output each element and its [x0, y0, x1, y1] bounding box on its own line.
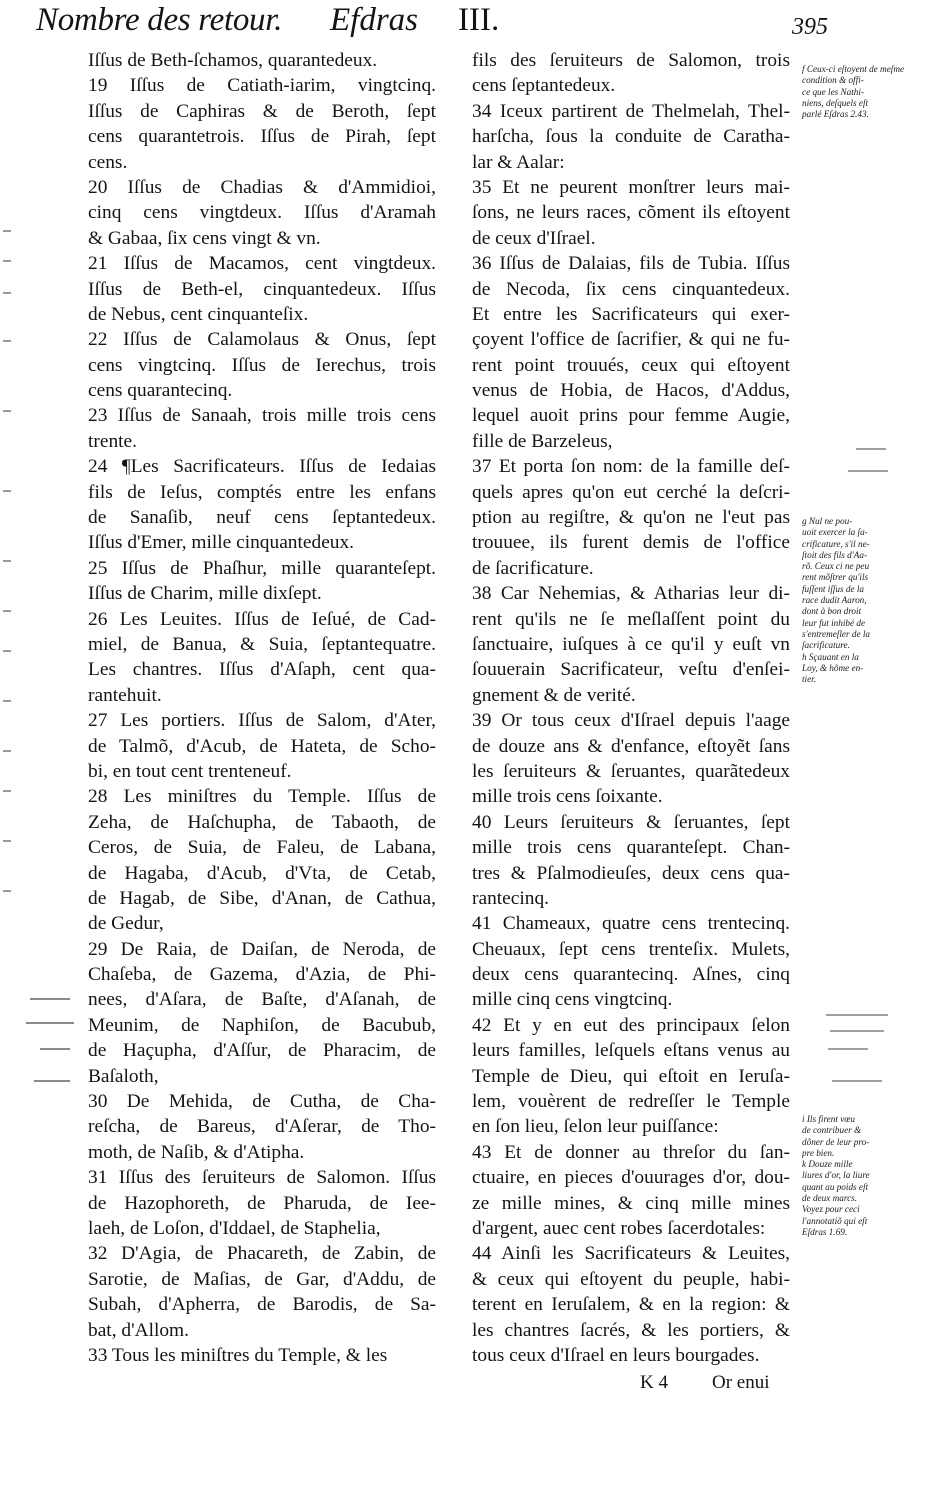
text-line: gnement & de verité.	[472, 684, 636, 706]
text-line: 35 Et ne peurent monſtrer leurs mai-	[472, 176, 790, 198]
margin-note-f	[802, 64, 920, 120]
text-line: 23 Iſſus de Sanaah, trois mille trois cens	[88, 405, 436, 427]
text-line: lequel auoit prins pour femme Augie,	[472, 405, 790, 427]
text-line: de ceux d'Iſrael.	[472, 227, 596, 249]
margin-note-line: Loy, & hõme en-	[802, 662, 864, 673]
text-line: 24 ¶Les Sacrificateurs. Iſſus de Iedaias	[88, 456, 436, 478]
text-line: de Gedur,	[88, 913, 164, 935]
text-line: de douze ans & d'enfance, eſtoyẽt ſans	[472, 735, 790, 757]
text-line: d'argent, auec cent robes ſacerdotales:	[472, 1217, 766, 1239]
margin-note-line: liures d'or, la liure	[802, 1170, 870, 1181]
text-line: 21 Iſſus de Macamos, cent vingtdeux.	[88, 253, 436, 275]
text-line: Meunim, de Naphiſon, de Bacubub,	[88, 1014, 436, 1036]
text-line: 38 Car Nehemias, & Atharias leur di-	[472, 583, 790, 605]
text-line: 40 Leurs ſeruiteurs & ſeruantes, ſept	[472, 811, 790, 833]
text-line: Iſſus de Beth-el, cinquantedeux. Iſſus	[88, 278, 436, 300]
text-line: rent qu'ils ne ſe meſlaſſent point du	[472, 608, 790, 630]
text-line: cens quarantecinq.	[88, 380, 233, 402]
margin-note-line: tier.	[802, 674, 817, 685]
margin-note-line: uoit exercer la ſa-	[802, 527, 868, 538]
text-line: venus de Hobia, de Hacos, d'Addus,	[472, 380, 790, 402]
text-line: trente.	[88, 430, 137, 452]
text-line: lar & Aalar:	[472, 151, 565, 173]
text-line: Temple de Dieu, qui eſtoit en Ieruſa-	[472, 1065, 790, 1087]
text-line: cinq cens vingtdeux. Iſſus d'Aramah	[88, 202, 436, 224]
page-number: 395	[792, 14, 828, 40]
text-line: les chantres ſacrés, & les portiers, &	[472, 1319, 790, 1341]
catchword: Or enui	[712, 1372, 770, 1393]
margin-note-line: niens, deſquels eſt	[802, 97, 869, 108]
margin-note-line: h Sçauant en la	[802, 651, 859, 662]
text-line: 20 Iſſus de Chadias & d'Ammidioi,	[88, 176, 436, 198]
margin-note-line: dont à bon droit	[802, 606, 862, 617]
margin-note-line: g Nul ne pou-	[802, 516, 853, 526]
text-line: 34 Iceux partirent de Thelmelah, Thel-	[472, 100, 790, 122]
right-margin-specks	[820, 440, 900, 500]
text-line: 32 D'Agia, de Phacareth, de Zabin, de	[88, 1243, 436, 1265]
text-line: ctuaire, en pieces d'ouurages d'or, dou-	[472, 1167, 790, 1189]
text-line: Sarotie, de Maſias, de Gar, d'Addu, de	[88, 1268, 436, 1290]
text-line: de Hagab, de Sibe, d'Anan, de Cathua,	[88, 887, 436, 909]
margin-note-line: fuſſent iſſus de la	[802, 583, 865, 594]
text-line: de Sanaſib, neuf cens ſeptantedeux.	[88, 507, 436, 529]
text-line: 44 Ainſi les Sacrificateurs & Leuites,	[472, 1243, 790, 1265]
text-line: les ſeruiteurs & ſeruantes, quarãtedeux	[472, 760, 790, 782]
text-line: Iſſus de Charim, mille dixſept.	[88, 583, 322, 605]
text-line: tres & Pſalmodieuſes, deux cens qua-	[472, 862, 790, 884]
text-line: ze mille mines, & cinq mille mines	[472, 1192, 790, 1214]
running-title: Nombre des retour.	[36, 2, 283, 38]
text-line: ſons, ne leurs races, cõment ils eſtoyent	[472, 202, 790, 224]
text-line: ption au regiſtre, & qu'on ne l'eut pas	[472, 507, 790, 529]
text-line: harſcha, ſous la conduite de Caratha-	[472, 126, 790, 148]
text-line: Iſſus d'Emer, mille cinquantedeux.	[88, 532, 355, 554]
text-line: 33 Tous les miniſtres du Temple, & les	[88, 1344, 388, 1366]
text-line: 37 Et porta ſon nom: de la famille deſ-	[472, 456, 790, 478]
margin-note-line: de deux marcs.	[802, 1193, 858, 1204]
margin-note-line: Voyez pour ceci	[802, 1204, 860, 1215]
book-title: Efdras	[330, 2, 419, 38]
text-line: cens.	[88, 151, 128, 173]
text-line: Chaſeba, de Gazema, d'Azia, de Phi-	[88, 964, 436, 986]
text-line: Iſſus de Beth-ſchamos, quarantedeux.	[88, 50, 378, 71]
text-line: ſouuerain Sacrificateur, veſtu d'enſei-	[472, 659, 790, 681]
text-line: cens quarantetrois. Iſſus de Pirah, ſept	[88, 126, 436, 148]
left-text-column	[88, 48, 436, 1368]
margin-note-line: dõner de leur pro-	[802, 1136, 870, 1147]
text-line: 43 Et de donner au threſor du ſan-	[472, 1141, 790, 1163]
text-line: de Talmõ, d'Acub, de Hateta, de Scho-	[88, 735, 436, 757]
margin-note-line: crificature, s'il ne-	[802, 538, 870, 549]
margin-note-line: parlé Eſdras 2.43.	[802, 109, 869, 120]
text-line: deux cens quarantecinq. Aſnes, cinq	[472, 964, 790, 986]
text-line: mille trois cens quaranteſept. Chan-	[472, 837, 790, 859]
text-line: moth, de Naſib, & d'Atipha.	[88, 1141, 305, 1163]
text-line: bat, d'Allom.	[88, 1319, 189, 1341]
margin-note-line: f Ceux-ci eſtoyent de meſme	[802, 64, 905, 74]
text-line: Et entre les Sacrificateurs qui exer-	[472, 303, 790, 325]
margin-note-i-k	[802, 1114, 920, 1238]
text-line: 31 Iſſus des ſeruiteurs de Salomon. Iſſus	[88, 1167, 436, 1189]
text-line: Zeha, de Haſchupha, de Tabaoth, de	[88, 811, 436, 833]
text-line: terent en Ieruſalem, & en la region: &	[472, 1294, 790, 1316]
text-line: cens vingtcinq. Iſſus de Ierechus, trois	[88, 354, 436, 376]
text-line: de ſacrificature.	[472, 557, 594, 579]
bleed-through-edge	[0, 230, 14, 930]
text-line: de Haçupha, d'Aſſur, de Pharacim, de	[88, 1040, 436, 1062]
text-line: 39 Or tous ceux d'Iſrael depuis l'aage	[472, 710, 790, 732]
text-line: bi, en tout cent trenteneuf.	[88, 760, 292, 782]
text-line: laeh, de Loſon, d'Iddael, de Staphelia,	[88, 1217, 381, 1239]
text-line: rent point trouués, ceux qui eſtoyent	[472, 354, 790, 376]
right-margin-specks-lower	[820, 1010, 900, 1090]
text-line: 41 Chameaux, quatre cens trentecinq.	[472, 913, 790, 935]
text-line: en ſon lieu, ſelon leur puiſſance:	[472, 1116, 719, 1138]
text-line: 22 Iſſus de Calamolaus & Onus, ſept	[88, 329, 436, 351]
margin-note-line: ce que les Nathi-	[802, 86, 864, 97]
margin-note-line: rõ. Ceux ci ne peu	[802, 561, 870, 572]
margin-note-line: s'entremeſler de la	[802, 628, 870, 639]
text-line: rantehuit.	[88, 684, 162, 706]
book-part: III.	[458, 2, 500, 38]
margin-note-line: ſtoit des fils d'Aa-	[802, 549, 867, 560]
margin-note-line: rent mõſtrer qu'ils	[802, 572, 869, 583]
text-line: 42 Et y en eut des principaux ſelon	[472, 1014, 790, 1036]
text-line: & ceux qui eſtoyent du peuple, habi-	[472, 1268, 790, 1290]
margin-note-line: condition & offi-	[802, 75, 864, 86]
text-line: çoyent l'office de ſacrifier, & qui ne fu-	[472, 329, 790, 351]
text-line: 30 De Mehida, de Cutha, de Cha-	[88, 1091, 436, 1113]
margin-note-line: k Douze mille	[802, 1159, 853, 1170]
text-line: 27 Les portiers. Iſſus de Salom, d'Ater,	[88, 710, 436, 732]
text-line: cens ſeptantedeux.	[472, 75, 616, 97]
margin-note-line: pre bien.	[802, 1147, 835, 1158]
margin-note-line: i Ils firent vœu	[802, 1114, 855, 1124]
text-line: nees, d'Aſara, de Baſte, d'Aſanah, de	[88, 989, 436, 1011]
margin-note-g	[802, 516, 920, 685]
text-line: Ceros, de Suia, de Faleu, de Labana,	[88, 837, 436, 859]
text-line: Baſaloth,	[88, 1065, 159, 1087]
margin-note-line: leur fut inhibé de	[802, 617, 866, 628]
margin-note-line: Eſdras 1.69.	[802, 1226, 848, 1237]
text-line: fils de Ieſus, comptés entre les enfans	[88, 481, 436, 503]
margin-note-line: de contribuer &	[802, 1125, 862, 1136]
text-line: leurs familles, leſquels eſtans venus au	[472, 1040, 790, 1062]
text-line: de Hazophoreth, de Pharuda, de Iee-	[88, 1192, 436, 1214]
text-line: 29 De Raia, de Daiſan, de Neroda, de	[88, 938, 436, 960]
text-line: quels apres qu'on eut cerché la deſcri-	[472, 481, 790, 503]
text-line: 19 Iſſus de Catiath-iarim, vingtcinq.	[88, 75, 436, 97]
text-line: 26 Les Leuites. Iſſus de Ieſué, de Cad-	[88, 608, 436, 630]
text-line: 25 Iſſus de Phaſhur, mille quaranteſept.	[88, 557, 436, 579]
text-line: ſanctuaire, iuſques à ce qu'il y euſt vn	[472, 633, 790, 655]
text-line: miel, de Banua, & Suia, ſeptantequatre.	[88, 633, 436, 655]
signature-mark: K 4	[640, 1372, 668, 1393]
gutter-ink-specks	[22, 990, 82, 1110]
margin-note-line: race dudit Aaron,	[802, 595, 867, 606]
text-line: Iſſus de Caphiras & de Beroth, ſept	[88, 100, 436, 122]
margin-note-line: quant au poids eſt	[802, 1181, 869, 1192]
text-line: 28 Les miniſtres du Temple. Iſſus de	[88, 786, 436, 808]
text-line: mille cinq cens vingtcinq.	[472, 989, 673, 1011]
text-line: 36 Iſſus de Dalaias, fils de Tubia. Iſſus	[472, 253, 790, 275]
text-line: rantecinq.	[472, 887, 549, 909]
text-line: de Nebus, cent cinquanteſix.	[88, 303, 309, 325]
text-line: lem, vouèrent de redreſſer le Temple	[472, 1091, 790, 1113]
text-line: reſcha, de Bareus, d'Aſerar, de Tho-	[88, 1116, 436, 1138]
text-line: Les chantres. Iſſus d'Aſaph, cent qua-	[88, 659, 436, 681]
text-line: fille de Barzeleus,	[472, 430, 613, 452]
margin-note-line: l'annotatiõ qui eſt	[802, 1215, 868, 1226]
text-line: Subah, d'Apherra, de Barodis, de Sa-	[88, 1294, 436, 1316]
text-line: mille trois cens ſoixante.	[472, 786, 663, 808]
right-text-column	[472, 48, 790, 1368]
text-line: & Gabaa, ſix cens vingt & vn.	[88, 227, 321, 249]
text-line: fils des ſeruiteurs de Salomon, trois	[472, 50, 790, 71]
text-line: tous ceux d'Iſrael en leurs bourgades.	[472, 1344, 760, 1366]
text-line: Cheuaux, ſept cens trenteſix. Mulets,	[472, 938, 790, 960]
text-line: trouuee, ils furent demis de l'office	[472, 532, 790, 554]
margin-note-line: ſacrificature.	[802, 640, 850, 651]
text-line: de Hagaba, d'Acub, d'Vta, de Cetab,	[88, 862, 436, 884]
text-line: de Necoda, ſix cens cinquantedeux.	[472, 278, 790, 300]
